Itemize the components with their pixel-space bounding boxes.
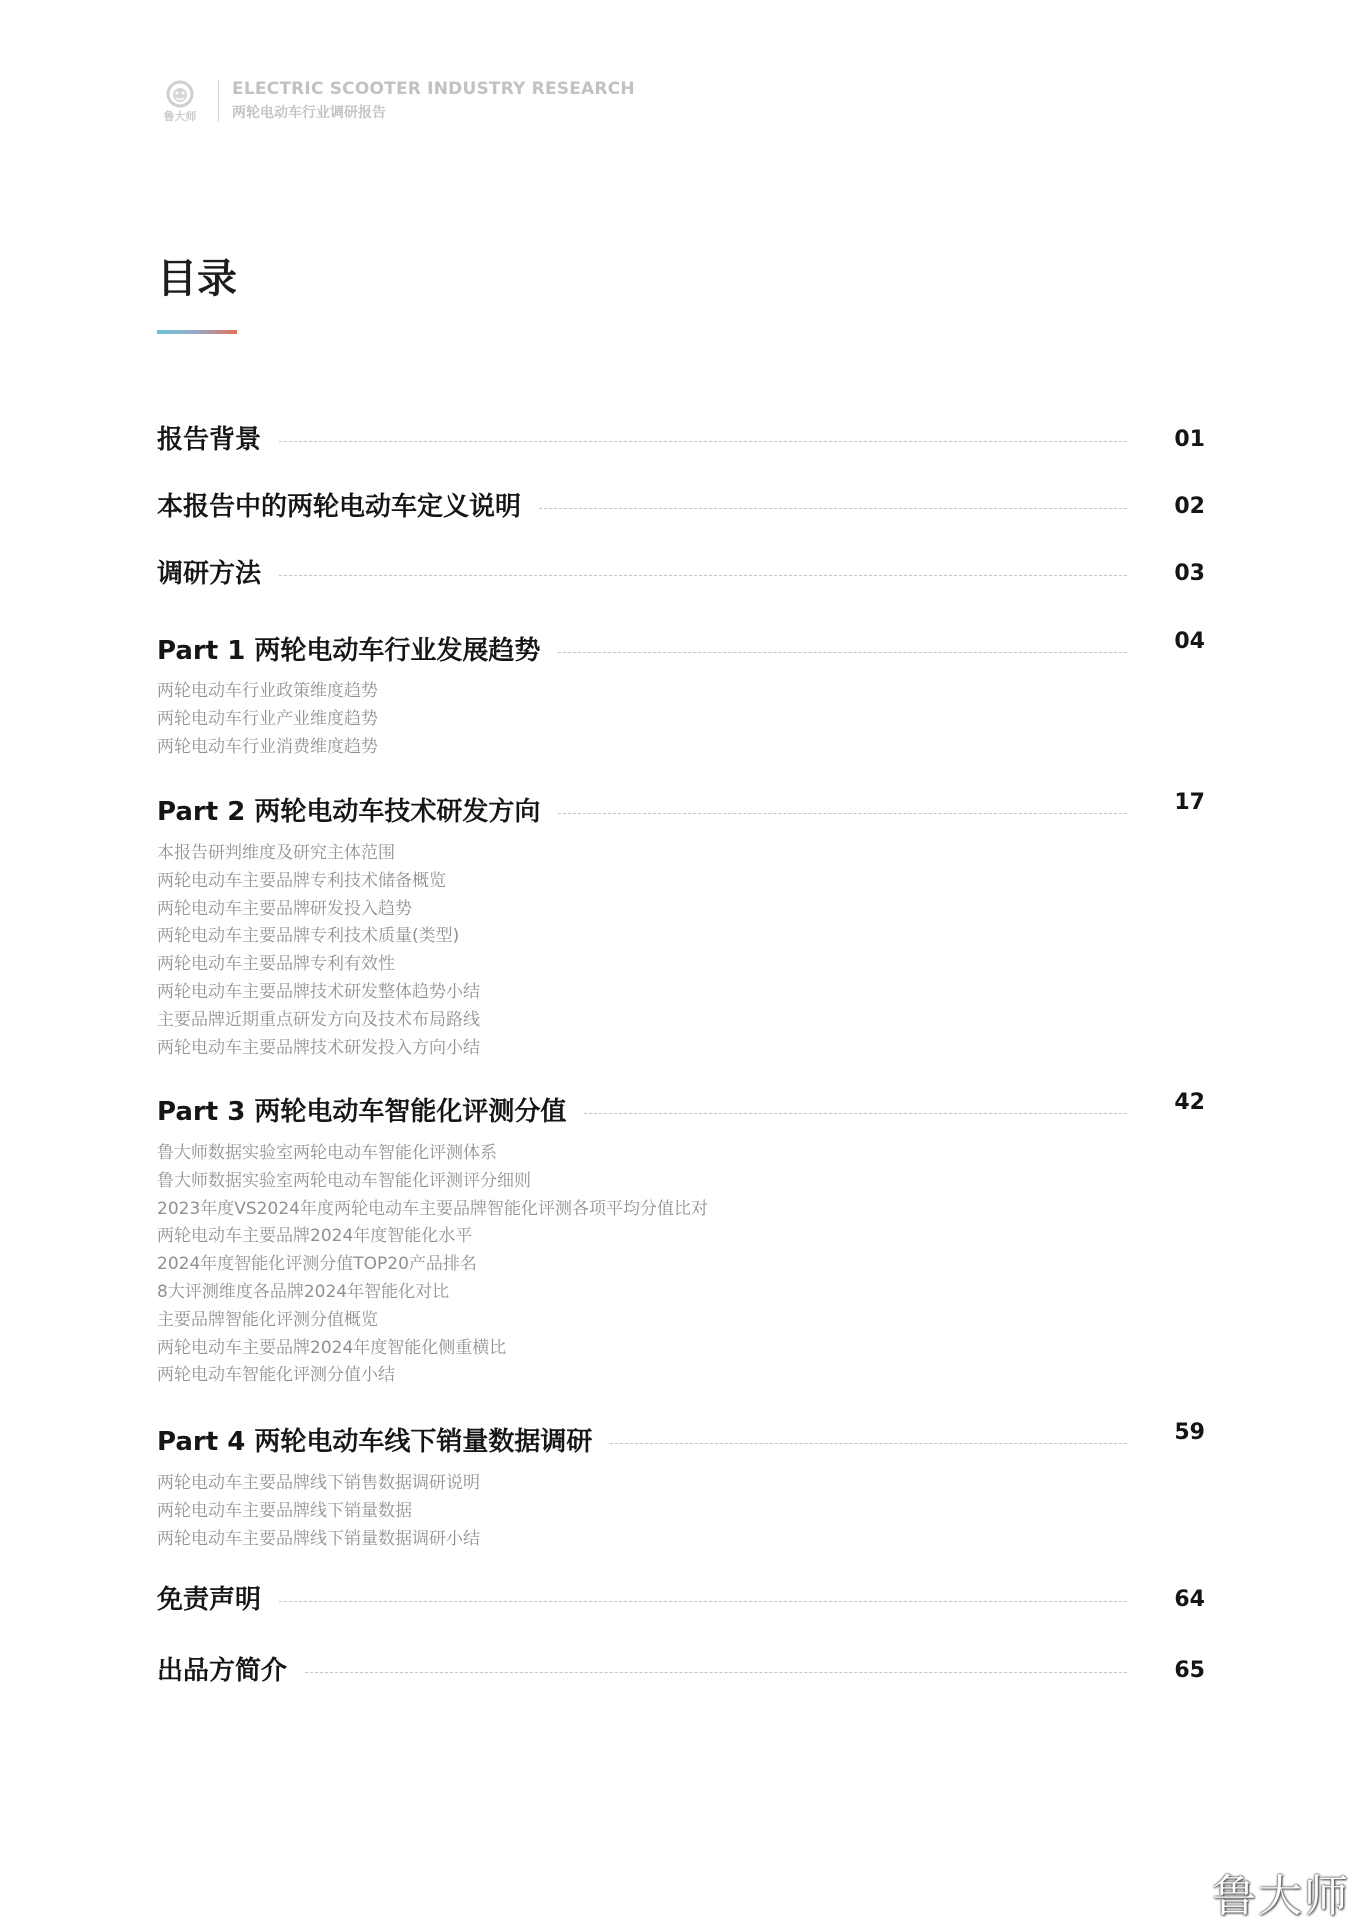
toc-subentry[interactable]: 鲁大师数据实验室两轮电动车智能化评测评分细则 xyxy=(157,1170,531,1191)
toc-subentry[interactable]: 鲁大师数据实验室两轮电动车智能化评测体系 xyxy=(157,1143,497,1163)
toc-sublist-part-4 xyxy=(157,1470,480,1553)
toc-entry-label: Part 2 两轮电动车技术研发方向 xyxy=(157,792,556,832)
toc-subentry[interactable]: 两轮电动车主要品牌专利技术质量(类型) xyxy=(157,926,460,947)
toc-page-number: 04 xyxy=(1174,629,1205,654)
toc-entry-part-1[interactable] xyxy=(157,631,1205,671)
toc-leader-line xyxy=(558,652,1127,653)
toc-subentry[interactable]: 2024年度智能化评测分值TOP20产品排名 xyxy=(157,1254,477,1275)
toc-subentry[interactable]: 8大评测维度各品牌2024年智能化对比 xyxy=(157,1281,450,1302)
toc-leader-line xyxy=(279,575,1127,576)
toc-entry-disclaimer[interactable] xyxy=(157,1580,1205,1620)
toc-page-number: 42 xyxy=(1174,1090,1205,1115)
toc-subentry[interactable]: 两轮电动车主要品牌2024年度智能化水平 xyxy=(157,1226,473,1247)
toc-page-number: 64 xyxy=(1174,1587,1205,1612)
toc-entry-label: 报告背景 xyxy=(157,420,277,460)
toc-entry-part-2[interactable] xyxy=(157,792,1205,832)
toc-subentry[interactable]: 两轮电动车主要品牌线下销量数据 xyxy=(157,1500,412,1521)
toc-entry-part-3[interactable] xyxy=(157,1092,1205,1132)
toc-subentry[interactable]: 两轮电动车主要品牌技术研发整体趋势小结 xyxy=(157,981,480,1002)
page-title: 目录 xyxy=(157,256,237,302)
toc-sublist-part-3 xyxy=(157,1140,708,1390)
toc-entry-label: 本报告中的两轮电动车定义说明 xyxy=(157,487,537,527)
toc-sublist-part-1 xyxy=(157,678,378,761)
toc-entry-label: 调研方法 xyxy=(157,554,277,594)
toc-entry-label: Part 3 两轮电动车智能化评测分值 xyxy=(157,1092,582,1132)
toc-entry-research-method[interactable] xyxy=(157,554,1205,594)
toc-subentry[interactable]: 两轮电动车主要品牌专利有效性 xyxy=(157,954,395,975)
toc-entry-report-background[interactable] xyxy=(157,420,1205,460)
toc-entry-publisher[interactable] xyxy=(157,1651,1205,1691)
header-title-cn: 两轮电动车行业调研报告 xyxy=(232,105,386,121)
toc-leader-line xyxy=(584,1113,1127,1114)
toc-entry-label: Part 4 两轮电动车线下销量数据调研 xyxy=(157,1422,608,1462)
toc-subentry[interactable]: 两轮电动车主要品牌2024年度智能化侧重横比 xyxy=(157,1337,507,1358)
header-divider xyxy=(218,80,219,122)
toc-subentry[interactable]: 两轮电动车行业消费维度趋势 xyxy=(157,736,378,757)
toc-entry-label: 出品方简介 xyxy=(157,1651,303,1691)
toc-subentry[interactable]: 两轮电动车主要品牌线下销量数据调研小结 xyxy=(157,1528,480,1549)
logo-text: 鲁大师 xyxy=(163,110,197,123)
toc-leader-line xyxy=(279,1601,1127,1602)
toc-page-number: 01 xyxy=(1174,427,1205,452)
toc-subentry[interactable]: 两轮电动车行业产业维度趋势 xyxy=(157,708,378,729)
toc-subentry[interactable]: 两轮电动车行业政策维度趋势 xyxy=(157,681,378,701)
toc-leader-line xyxy=(279,441,1127,442)
toc-page-number: 65 xyxy=(1174,1658,1205,1683)
toc-subentry[interactable]: 主要品牌近期重点研发方向及技术布局路线 xyxy=(157,1009,480,1030)
toc-subentry[interactable]: 两轮电动车主要品牌专利技术储备概览 xyxy=(157,870,446,891)
toc-page-number: 03 xyxy=(1174,561,1205,586)
toc-entry-part-4[interactable] xyxy=(157,1422,1205,1462)
toc-subentry[interactable]: 2023年度VS2024年度两轮电动车主要品牌智能化评测各项平均分值比对 xyxy=(157,1198,708,1219)
toc-subentry[interactable]: 两轮电动车主要品牌技术研发投入方向小结 xyxy=(157,1037,480,1058)
header-title-en: ELECTRIC SCOOTER INDUSTRY RESEARCH xyxy=(232,79,635,99)
brand-logo xyxy=(160,78,200,124)
toc-entry-definition[interactable] xyxy=(157,487,1205,527)
watermark: 鲁大师 xyxy=(1212,1871,1350,1922)
toc-page-number: 02 xyxy=(1174,494,1205,519)
lion-head-icon xyxy=(164,80,196,108)
toc-entry-label: Part 1 两轮电动车行业发展趋势 xyxy=(157,631,556,671)
toc-subentry[interactable]: 两轮电动车智能化评测分值小结 xyxy=(157,1365,395,1386)
toc-leader-line xyxy=(539,508,1127,509)
title-underline xyxy=(157,330,237,334)
toc-leader-line xyxy=(558,813,1127,814)
toc-subentry[interactable]: 两轮电动车主要品牌线下销售数据调研说明 xyxy=(157,1473,480,1493)
toc-leader-line xyxy=(305,1672,1127,1673)
toc-entry-label: 免责声明 xyxy=(157,1580,277,1620)
toc-sublist-part-2 xyxy=(157,840,480,1062)
toc-leader-line xyxy=(610,1443,1127,1444)
toc-subentry[interactable]: 本报告研判维度及研究主体范围 xyxy=(157,843,395,863)
toc-subentry[interactable]: 主要品牌智能化评测分值概览 xyxy=(157,1309,378,1330)
toc-page-number: 59 xyxy=(1174,1420,1205,1445)
toc-page-number: 17 xyxy=(1174,790,1205,815)
toc-subentry[interactable]: 两轮电动车主要品牌研发投入趋势 xyxy=(157,898,412,919)
